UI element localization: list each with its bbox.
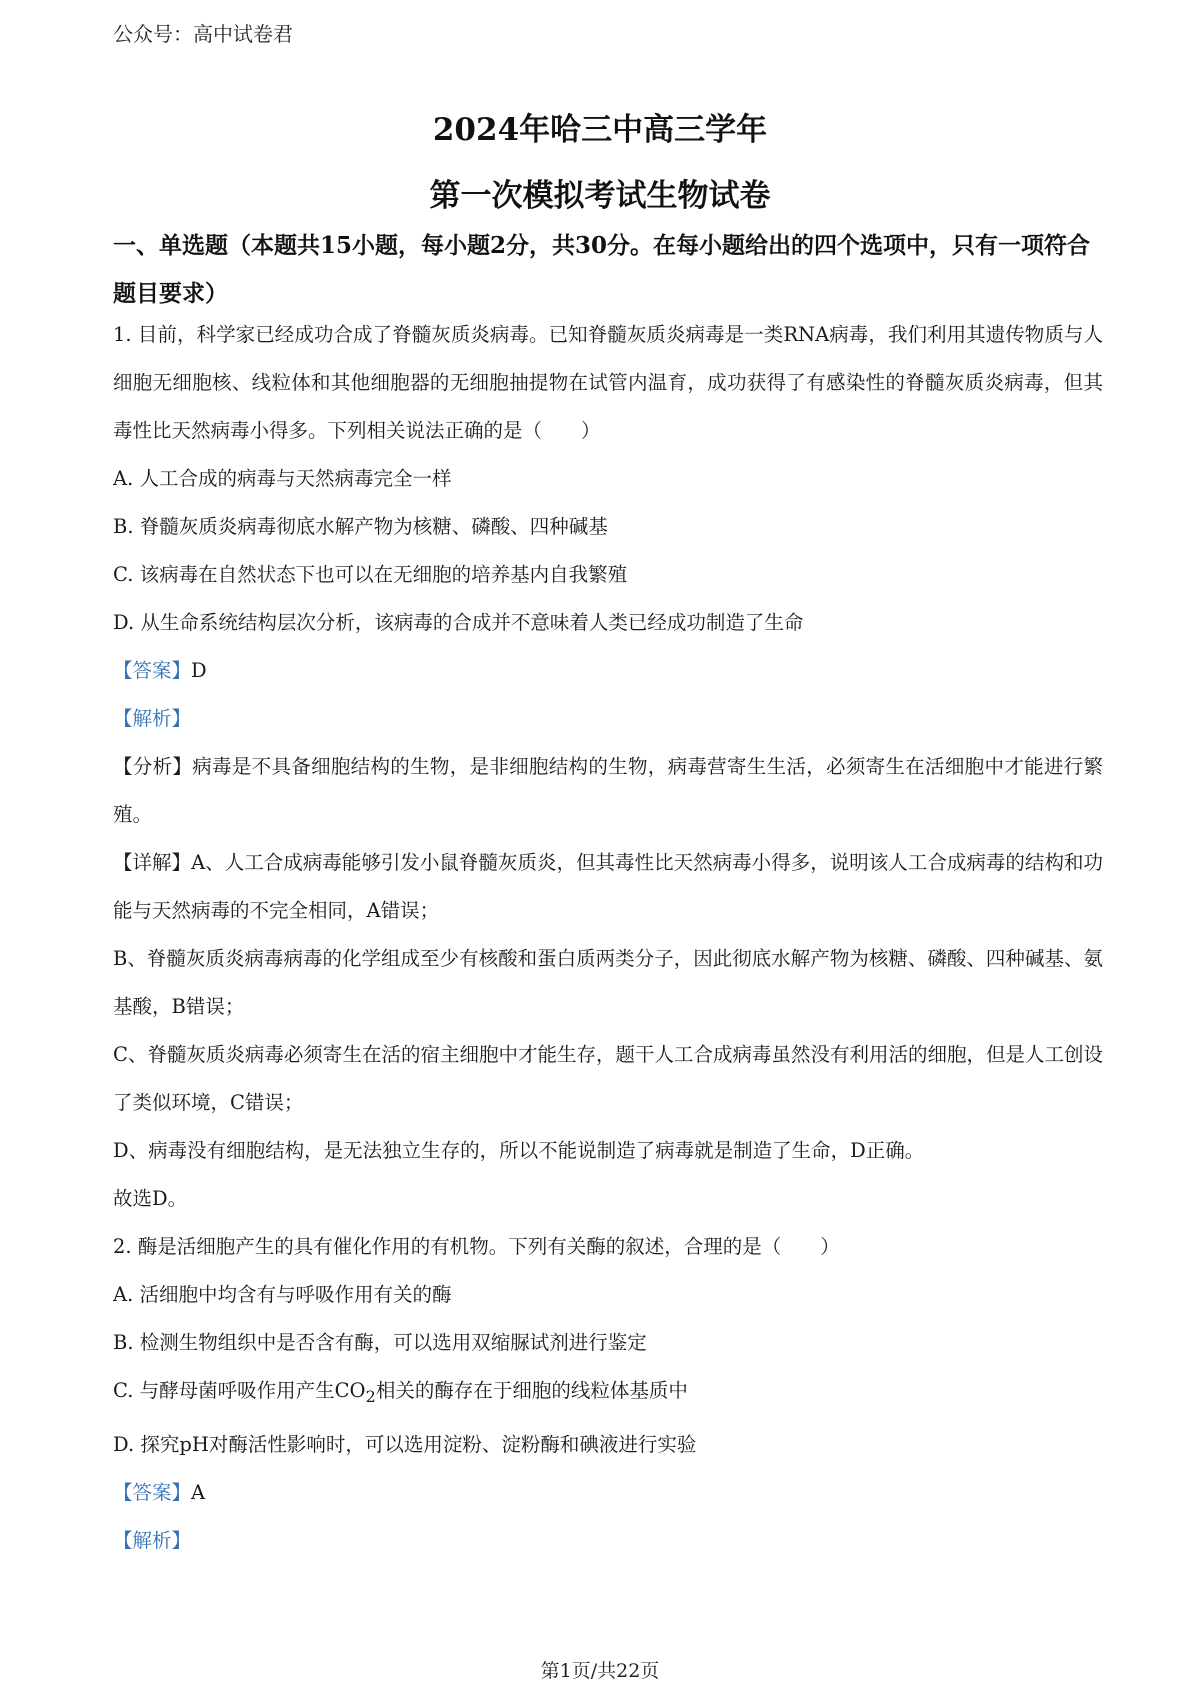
fenxi-label: 【分析】 — [113, 755, 193, 778]
answer-value: D — [191, 659, 207, 682]
xiangjie-a-text: A、人工合成病毒能够引发小鼠脊髓灰质炎，但其毒性比天然病毒小得多，说明该人工合成病毒的结构和功能与天然病毒的不完全相同，A错误； — [113, 851, 1103, 922]
q1-answer — [113, 647, 1103, 695]
fenxi-text: 病毒是不具备细胞结构的生物，是非细胞结构的生物，病毒营寄生生活，必须寄生在活细胞中才能进行繁殖。 — [113, 755, 1103, 826]
q1-option-a: A. 人工合成的病毒与天然病毒完全一样 — [113, 467, 452, 490]
page-number: 第1页/共22页 — [540, 1660, 660, 1682]
co2-subscript: 2 — [365, 1386, 376, 1406]
q2-analysis-label — [113, 1517, 1103, 1565]
source-watermark: 公众号：高中试卷君 — [113, 22, 293, 46]
exam-title-line1: 2024年哈三中高三学年 — [432, 112, 768, 148]
q2-option-c-post: 相关的酶存在于细胞的线粒体基质中 — [375, 1379, 688, 1402]
questions-body — [113, 311, 1103, 1565]
q1-option-b: B. 脊髓灰质炎病毒彻底水解产物为核糖、磷酸、四种碱基 — [113, 515, 608, 538]
q1-xiangjie-d: D、病毒没有细胞结构，是无法独立生存的，所以不能说制造了病毒就是制造了生命，D正确。 — [113, 1139, 925, 1162]
q2-option-d: D. 探究pH对酶活性影响时，可以选用淀粉、淀粉酶和碘液进行实验 — [113, 1432, 697, 1456]
q1-stem: 1. 目前，科学家已经成功合成了脊髓灰质炎病毒。已知脊髓灰质炎病毒是一类RNA病毒，我们利用其遗传物质与人细胞无细胞核、线粒体和其他细胞器的无细胞抽提物在试管内温育，成功获得了有感染性的脊髓灰质炎病毒，但其毒性比天然病毒小得多。下列相关说法正确的是（ ） — [113, 323, 1103, 442]
q2-option-c-pre: C. 与酵母菌呼吸作用产生CO — [113, 1379, 366, 1402]
section-heading: 一、单选题（本题共15小题，每小题2分，共30分。在每小题给出的四个选项中，只有一项符合题目要求） — [113, 232, 1091, 307]
q1-conclusion: 故选D。 — [113, 1187, 188, 1210]
answer-value: A — [191, 1480, 206, 1504]
q1-xiangjie-c: C、脊髓灰质炎病毒必须寄生在活的宿主细胞中才能生存，题干人工合成病毒虽然没有利用活的细胞，但是人工创设了类似环境，C错误； — [113, 1043, 1103, 1114]
q1-fenxi — [113, 743, 1103, 839]
answer-label: 【答案】 — [113, 659, 192, 682]
q1-xiangjie-a — [113, 839, 1103, 935]
q2-option-c — [113, 1367, 1103, 1421]
q2-option-a: A. 活细胞中均含有与呼吸作用有关的酶 — [113, 1283, 452, 1306]
xiangjie-label: 【详解】 — [113, 851, 192, 874]
analysis-label: 【解析】 — [113, 707, 192, 730]
q2-stem: 2. 酶是活细胞产生的具有催化作用的有机物。下列有关酶的叙述，合理的是（ ） — [113, 1235, 840, 1258]
q1-option-c: C. 该病毒在自然状态下也可以在无细胞的培养基内自我繁殖 — [113, 563, 628, 586]
q1-option-d: D. 从生命系统结构层次分析，该病毒的合成并不意味着人类已经成功制造了生命 — [113, 611, 804, 634]
exam-title-line2: 第一次模拟考试生物试卷 — [429, 178, 771, 214]
q1-xiangjie-b: B、脊髓灰质炎病毒病毒的化学组成至少有核酸和蛋白质两类分子，因此彻底水解产物为核糖、磷酸、四种碱基、氨基酸，B错误； — [113, 947, 1103, 1018]
analysis-label: 【解析】 — [113, 1528, 192, 1552]
answer-label: 【答案】 — [113, 1480, 192, 1504]
q2-option-b: B. 检测生物组织中是否含有酶，可以选用双缩脲试剂进行鉴定 — [113, 1331, 647, 1354]
q1-analysis-label — [113, 695, 1103, 743]
q2-answer — [113, 1469, 1103, 1517]
